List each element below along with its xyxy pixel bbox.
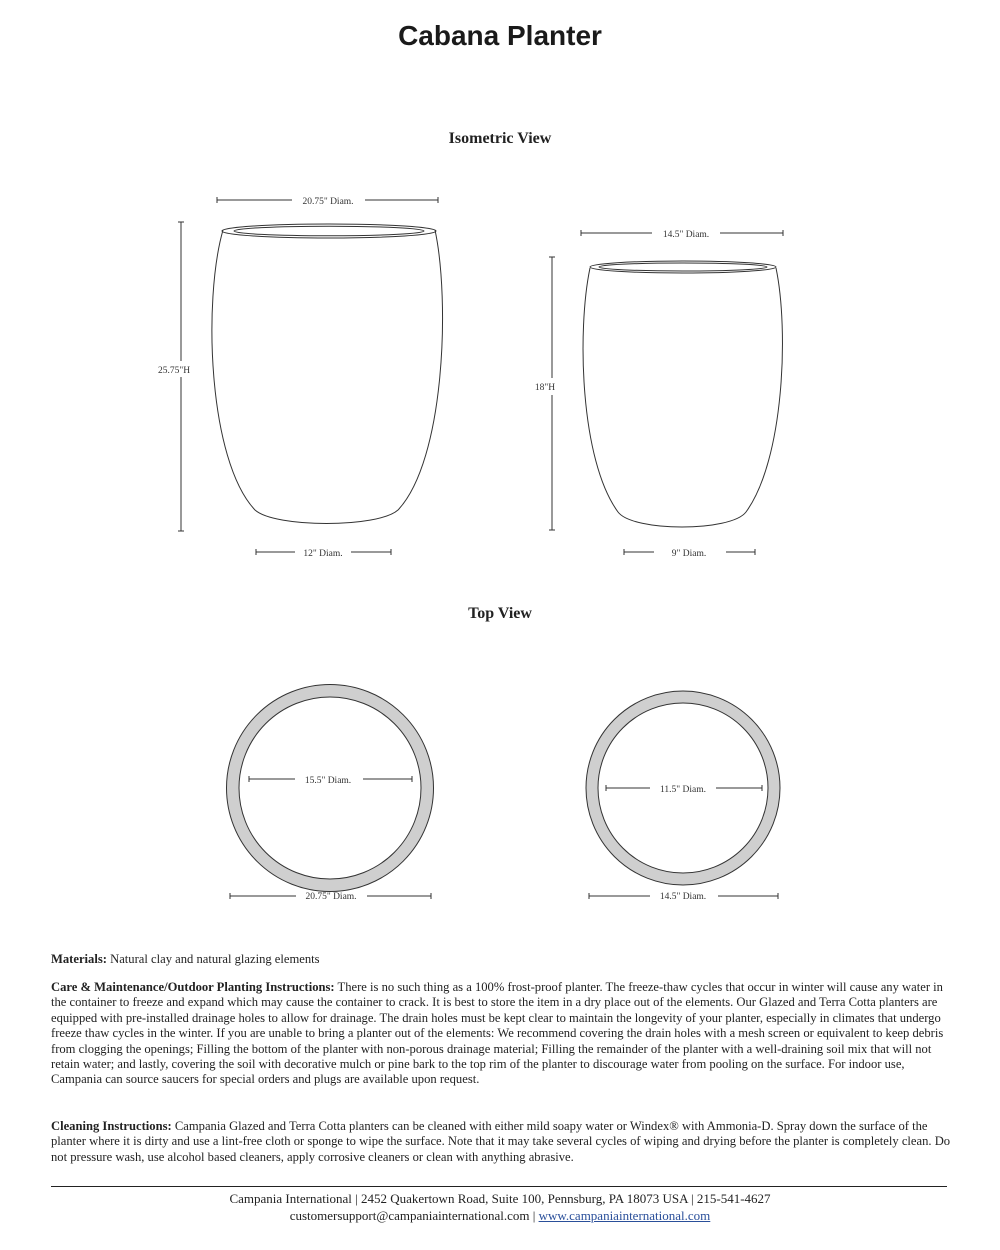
materials-paragraph [51,952,951,967]
small-height-label: 18"H [534,383,556,393]
large-planter-top-view [227,685,434,892]
small-bottom-diam-label: 9" Diam. [671,549,707,559]
care-paragraph [51,980,951,1088]
cleaning-text: Campania Glazed and Terra Cotta planters can be cleaned with either mild soapy water or Windex® with Ammonia-D. Spray down the surface of the planter where it is dirty and use a lint-free cloth or sponge to wipe the surface. Note that it may take several cycles of wiping and drying before the planter is completely clean. Do not pressure wash, use alcohol based cleaners, apply corrosive cleaners or clean with anything abrasive. [51,1119,951,1164]
large-height-line [178,222,184,531]
care-text: There is no such thing as a 100% frost-proof planter. The freeze-thaw cycles that occur in winter will cause any water in the container to freeze and expand which may cause the container to crack. It is best to store the item in a dry place out of the elements. Our Glazed and Terra Cotta planters are equipped with pre-installed drainage holes to allow for drainage. The drain holes must be kept clear to maintain the longevity of your planter, especially in climates that undergo freeze thaw cycles in the winter. If you are unable to bring a planter out of the elements: We recommend covering the drain holes with a mesh screen or equivalent to keep debris from clogging the openings; Filling the bottom of the planter with non-porous drainage material; Filling the remainder of the planter with a well-draining soil mix that will not retain water; and lastly, covering the soil with decorative mulch or pine bark to the top rim of the planter to discourage water from pooling on the surface. For indoor use, Campania can source saucers for special orders and plugs are available upon request. [51,980,944,1087]
footer-website-link[interactable]: www.campaniainternational.com [538,1208,711,1223]
footer-divider [51,1186,947,1187]
small-outer-diam-label: 14.5" Diam. [659,892,707,902]
large-outer-diam-label: 20.75" Diam. [305,892,357,902]
small-top-diam-label: 14.5" Diam. [662,230,710,240]
large-planter-isometric [212,224,443,524]
materials-label: Materials: [51,952,107,966]
large-bottom-diam-label: 12" Diam. [303,549,343,559]
large-top-diam-label: 20.75" Diam. [302,197,354,207]
large-height-label: 25.75"H [157,366,191,376]
small-height-line [549,257,555,530]
cleaning-paragraph [51,1119,951,1165]
small-inner-diam-label: 11.5" Diam. [659,785,707,795]
cleaning-label: Cleaning Instructions: [51,1119,172,1133]
top-view-heading: Top View [468,605,532,622]
care-label: Care & Maintenance/Outdoor Planting Instructions: [51,980,335,994]
isometric-view-heading: Isometric View [448,130,552,147]
small-planter-isometric [583,261,782,527]
footer-address: Campania International | 2452 Quakertown Road, Suite 100, Pennsburg, PA 18073 USA | 215-541-4627 [229,1191,771,1206]
page-title: Cabana Planter [398,20,602,51]
footer-separator: | [529,1208,539,1223]
materials-text: Natural clay and natural glazing elements [110,952,320,966]
footer-contact [0,1208,1000,1224]
large-inner-diam-label: 15.5" Diam. [304,776,352,786]
footer-email: customersupport@campaniainternational.com [289,1208,530,1223]
